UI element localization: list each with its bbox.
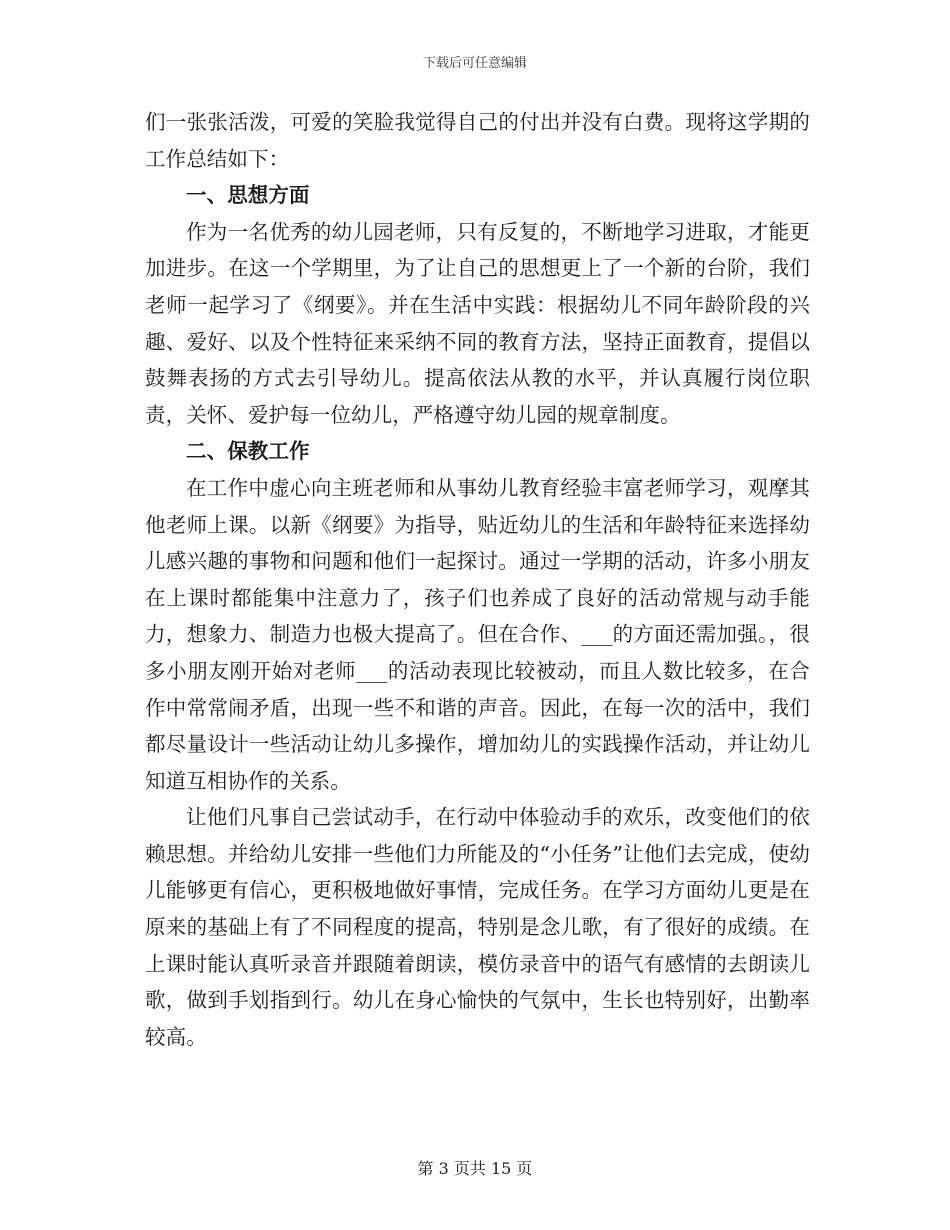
paragraph-continuation: 们一张张活泼，可爱的笑脸我觉得自己的付出并没有白费。现将这学期的工作总结如下： <box>145 110 810 171</box>
paragraph-independence: 让他们凡事自己尝试动手，在行动中体验动手的欢乐，改变他们的依赖思想。并给幼儿安排一些他们力所能及的“小任务”让他们去完成，使幼儿能够更有信心，更积极地做好事情，完成任务。在学习方面幼儿更是在原来的基础上有了不同程度的提高，特别是念儿歌，有了很好的成绩。在上课时能认真听录音并跟随着朗读，模仿录音中的语气有感情的去朗读儿歌，做到手划指到行。幼儿在身心愉快的气氛中，生长也特别好，出勤率较高。 <box>145 805 810 1049</box>
section-heading-thought: 一、思想方面 <box>186 183 310 208</box>
document-body <box>145 104 810 1055</box>
section-heading-teaching: 二、保教工作 <box>186 439 310 464</box>
paragraph-thought: 作为一名优秀的幼儿园老师，只有反复的，不断地学习进取，才能更加进步。在这一个学期里，为了让自己的思想更上了一个新的台阶，我们老师一起学习了《纲要》。并在生活中实践：根据幼儿不同年龄阶段的兴趣、爱好、以及个性特征来采纳不同的教育方法，坚持正面教育，提倡以鼓舞表扬的方式去引导幼儿。提高依法从教的水平，并认真履行岗位职责，关怀、爱护每一位幼儿，严格遵守幼儿园的规章制度。 <box>145 219 810 427</box>
paragraph-teaching: 在工作中虚心向主班老师和从事幼儿教育经验丰富老师学习，观摩其他老师上课。以新《纲要》为指导，贴近幼儿的生活和年龄特征来选择幼儿感兴趣的事物和问题和他们一起探讨。通过一学期的活动，许多小朋友在上课时都能集中注意力了，孩子们也养成了良好的活动常规与动手能力，想象力、制造力也极大提高了。但在合作、___的方面还需加强。，很多小朋友刚开始对老师___的活动表现比较被动，而且人数比较多，在合作中常常闹矛盾，出现一些不和谐的声音。因此，在每一次的活中，我们都尽量设计一些活动让幼儿多操作，增加幼儿的实践操作活动，并让幼儿知道互相协作的关系。 <box>145 475 810 793</box>
page-number: 第 3 页共 15 页 <box>417 1159 533 1178</box>
page-header-note: 下载后可任意编辑 <box>422 56 527 71</box>
